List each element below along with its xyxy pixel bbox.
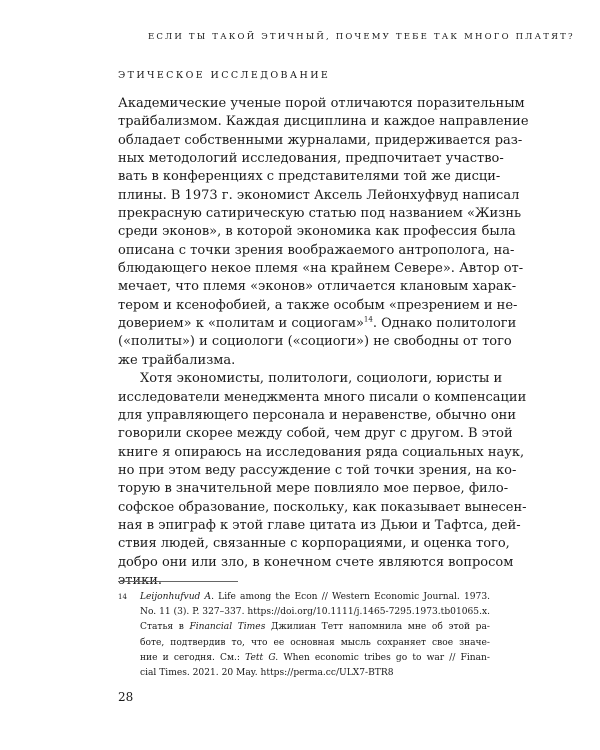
body-line: вать в конференциях с представителями той же дисци- (118, 169, 501, 185)
body-line: Хотя экономисты, политологи, социологи, юристы и (140, 371, 503, 387)
footnote-author: Leijonhufvud A. (140, 592, 215, 602)
footnote-text: Джилиан Тетт напомнила мне об этой ра- (265, 622, 490, 633)
footnote (118, 590, 491, 681)
footnote-author: Tett G. (245, 652, 279, 663)
body-line: книге я опираюсь на исследования ряда социальных наук, (118, 444, 525, 460)
body-line: тером и ксенофобией, а также особым «презрением и не- (118, 297, 518, 313)
footnote-text: Статья в (140, 622, 190, 633)
page-number: 28 (118, 690, 134, 704)
body-line: трайбализмом. Каждая дисциплина и каждое направление (118, 114, 529, 130)
footnote-reference[interactable]: 14 (363, 315, 373, 324)
body-line: говорили скорее между собой, чем друг с другом. В этой (118, 426, 513, 442)
body-line: же трайбализма. (118, 352, 236, 368)
body-line: этики. (118, 572, 163, 588)
body-line: добро они или зло, в конечном счете являются вопросом (118, 554, 514, 570)
footnote-line (140, 590, 490, 605)
body-line: торую в значительной мере повлияло мое первое, фило- (118, 481, 509, 497)
body-line: для управляющего персонала и неравенстве, обычно они (118, 407, 516, 423)
footnote-marker: 14 (118, 593, 127, 601)
footnote-text: When economic tribes go to war // Finan- (278, 652, 490, 663)
section-title: ЭТИЧЕСКОЕ ИССЛЕДОВАНИЕ (118, 70, 331, 81)
body-line: исследователи менеджмента много писали о компенсации (118, 389, 527, 405)
footnote-text: Life among the Econ // Western Economic Journal. 1973. (214, 592, 491, 602)
footnote-line: боте, подтвердив то, что ее основная мысль сохраняет свое значе- (140, 637, 490, 648)
footnote-line: No. 11 (3). P. 327–337. https://doi.org/10.1111/j.1465-7295.1973.tb01065.x. (140, 607, 490, 618)
body-line: ствия людей, связанные с корпорациями, и оценка того, (118, 536, 510, 552)
paragraph-1 (118, 95, 529, 370)
body-line: софское образование, поскольку, как показывает вынесен- (118, 499, 527, 515)
footnote-text: ние и сегодня. См.: (140, 652, 246, 663)
body-line: блюдающего некое племя «на крайнем Севере». Автор от- (118, 261, 524, 277)
paragraph-2 (118, 370, 527, 590)
body-line-text: . Однако политологи (372, 316, 517, 332)
body-text (118, 95, 529, 590)
body-line: описана с точки зрения воображаемого антрополога, на- (118, 242, 515, 258)
footnote-italic: Financial Times (189, 622, 266, 633)
footnote-line: cial Times. 2021. 20 May. https://perma.cc/ULX7-BTR8 (140, 668, 394, 679)
body-line: обладает собственными журналами, придерживается раз- (118, 132, 523, 148)
footnote-divider (118, 581, 238, 582)
body-line-text: доверием» к «политам и социогам» (118, 316, 364, 332)
body-line: мечает, что племя «эконов» отличается клановым харак- (118, 279, 517, 295)
body-line: прекрасную сатирическую статью под названием «Жизнь (118, 206, 522, 222)
body-line: Академические ученые порой отличаются поразительным (118, 96, 525, 111)
footnote-line (140, 620, 490, 635)
running-head: ЕСЛИ ТЫ ТАКОЙ ЭТИЧНЫЙ, ПОЧЕМУ ТЕБЕ ТАК МНОГО ПЛАТЯТ? (148, 32, 575, 42)
body-line: ных методологий исследования, предпочитает участво- (118, 151, 504, 167)
body-line: среди эконов», в которой экономика как профессия была (118, 224, 516, 240)
body-line: («политы») и социологи («социоги») не свободны от того (118, 334, 512, 350)
body-line: ная в эпиграф к этой главе цитата из Дьюи и Тафтса, дей- (118, 517, 521, 533)
footnote-line (140, 651, 490, 666)
body-line-with-footnote-ref (118, 315, 517, 333)
body-line: плины. В 1973 г. экономист Аксель Лейонхуфвуд написал (118, 187, 520, 203)
body-line: но при этом веду рассуждение с той точки зрения, на ко- (118, 462, 517, 478)
